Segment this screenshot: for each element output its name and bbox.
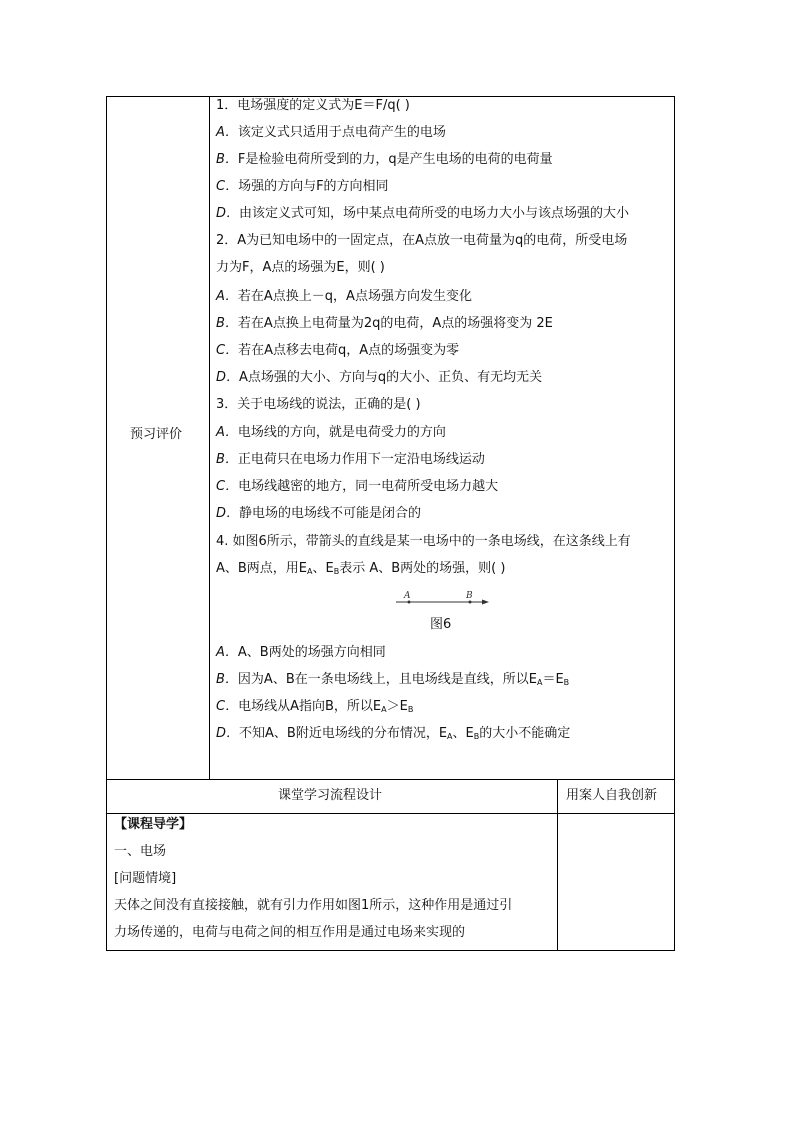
q2-option-b: B．若在A点换上电荷量为2q的电荷，A点的场强将变为 2E bbox=[216, 316, 553, 331]
q3-option-c: C．电场线越密的地方，同一电荷所受电场力越大 bbox=[216, 479, 499, 494]
table-border-right bbox=[674, 96, 675, 951]
point-b-label: B bbox=[466, 591, 473, 601]
q3-stem: 3．关于电场线的说法，正确的是( ) bbox=[216, 397, 421, 412]
q4-option-c: C．电场线从A指向B，所以$E_A>E_B$ bbox=[216, 699, 414, 714]
q1-option-d: D．由该定义式可知，场中某点电荷所受的电场力大小与该点场强的大小 bbox=[216, 206, 630, 221]
table-border-left bbox=[106, 96, 107, 951]
lesson-paragraph-line2: 力场传递的，电荷与电荷之间的相互作用是通过电场来实现的 bbox=[114, 925, 466, 940]
preview-label: 预习评价 bbox=[130, 427, 183, 442]
section-title: 【课程导学】 bbox=[114, 817, 193, 832]
heading-electric-field: 一、电场 bbox=[114, 844, 167, 859]
q1-option-b: B．F是检验电荷所受到的力，q是产生电场的电荷的电荷量 bbox=[216, 152, 553, 167]
q4-option-d: D．不知A、B附近电场线的分布情况，$E_A$、$E_B$的大小不能确定 bbox=[216, 726, 571, 741]
q3-option-d: D．静电场的电场线不可能是闭合的 bbox=[216, 506, 422, 521]
table-divider-notes bbox=[557, 779, 558, 951]
table-border-bottom bbox=[106, 950, 675, 951]
lesson-paragraph-line1: 天体之间没有直接接触，就有引力作用如图1所示，这种作用是通过引 bbox=[114, 898, 513, 913]
field-line-arrowhead bbox=[482, 600, 489, 605]
table-border-top bbox=[106, 96, 675, 97]
table-border-mid1 bbox=[106, 779, 675, 780]
problem-situation-tag: [问题情境] bbox=[114, 871, 177, 886]
q4-option-a: A．A、B两处的场强方向相同 bbox=[216, 645, 386, 660]
q4-stem-line1: 4. 如图6所示，带箭头的直线是某一电场中的一条电场线，在这条线上有 bbox=[216, 534, 631, 549]
table-border-mid2 bbox=[106, 813, 675, 814]
table-divider-label bbox=[209, 96, 210, 780]
q3-option-a: A．电场线的方向，就是电荷受力的方向 bbox=[216, 425, 446, 440]
figure-6-field-line bbox=[388, 588, 498, 612]
q4-option-b: B．因为A、B在一条电场线上，且电场线是直线，所以$E_A=E_B$ bbox=[216, 672, 570, 687]
q1-option-c: C．场强的方向与F的方向相同 bbox=[216, 179, 389, 194]
q1-option-a: A．该定义式只适用于点电荷产生的电场 bbox=[216, 125, 446, 140]
q2-option-a: A．若在A点换上－q，A点场强方向发生变化 bbox=[216, 289, 472, 304]
q2-stem-line2: 力为F，A点的场强为E，则( ) bbox=[216, 260, 385, 275]
q4-stem-line2: A、B两点，用$E_A$、$E_B$表示 A、B两处的场强，则( ) bbox=[216, 561, 506, 576]
flow-header-right: 用案人自我创新 bbox=[566, 788, 658, 803]
q2-stem-line1: 2．A为已知电场中的一固定点，在A点放一电荷量为q的电荷，所受电场 bbox=[216, 233, 628, 248]
q3-option-b: B．正电荷只在电场力作用下一定沿电场线运动 bbox=[216, 452, 485, 467]
q1-stem: 1．电场强度的定义式为E＝F/q( ) bbox=[216, 98, 410, 113]
q2-option-c: C．若在A点移去电荷q，A点的场强变为零 bbox=[216, 343, 460, 358]
q2-option-d: D．A点场强的大小、方向与q的大小、正负、有无均无关 bbox=[216, 370, 543, 385]
point-a-label: A bbox=[404, 591, 411, 601]
figure-6-caption: 图6 bbox=[430, 617, 452, 632]
flow-header-left: 课堂学习流程设计 bbox=[278, 788, 383, 803]
